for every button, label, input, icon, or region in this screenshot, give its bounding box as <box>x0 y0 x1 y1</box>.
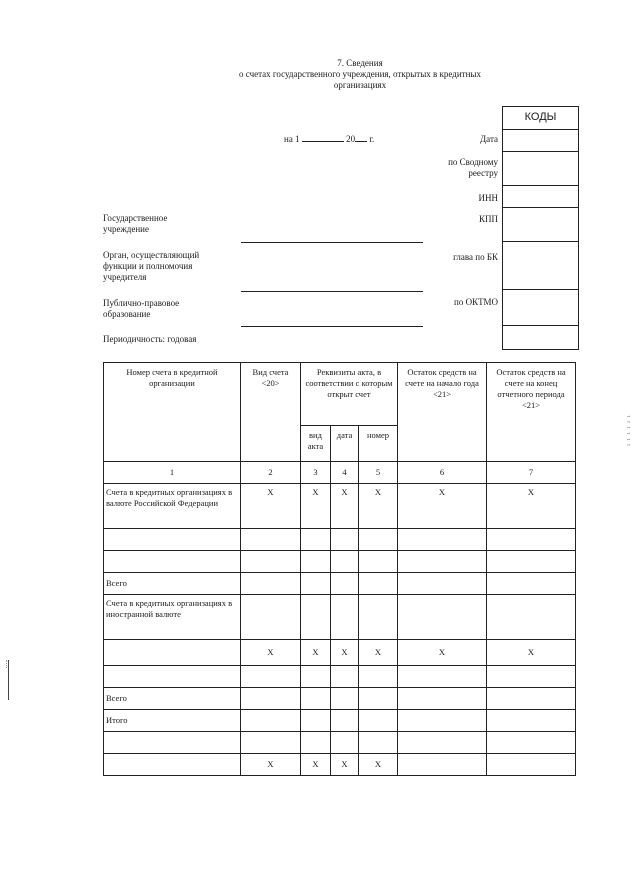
label-periodicity: Периодичность: годовая <box>103 334 197 344</box>
label-registry-line2: реестру <box>468 168 498 178</box>
table-cell[interactable] <box>398 529 487 551</box>
table-row-grand-total <box>104 710 576 732</box>
table-row <box>104 666 576 688</box>
code-cell-oktmo[interactable] <box>503 325 578 349</box>
report-date-line <box>284 134 374 145</box>
column-number: 1 <box>104 462 241 484</box>
table-row-total-rub <box>104 573 576 595</box>
table-cell[interactable] <box>301 710 331 732</box>
table-cell[interactable] <box>241 551 301 573</box>
table-cell[interactable] <box>301 551 331 573</box>
code-cell-blank[interactable] <box>503 129 578 151</box>
table-row-fx-accounts <box>104 595 576 640</box>
column-number: 7 <box>487 462 576 484</box>
table-row <box>104 551 576 573</box>
year-blank[interactable] <box>355 141 367 142</box>
table-cell[interactable] <box>331 529 359 551</box>
code-cell-date[interactable] <box>503 151 578 185</box>
entity-fill-line[interactable] <box>241 326 423 327</box>
label-institution-line2: учреждение <box>103 224 149 234</box>
label-institution <box>103 213 233 235</box>
table-row-final-x <box>104 754 576 776</box>
label-authority-line1: Орган, осуществляющий <box>103 250 200 260</box>
x-mark: X <box>241 640 301 666</box>
table-row <box>104 529 576 551</box>
row-label-total-rub: Всего <box>104 573 241 595</box>
label-registry-line1: по Сводному <box>448 157 498 167</box>
table-cell[interactable] <box>359 710 398 732</box>
table-cell[interactable] <box>241 710 301 732</box>
x-mark: X <box>331 754 359 776</box>
label-kpp: КПП <box>478 214 498 224</box>
table-cell[interactable] <box>241 666 301 688</box>
table-cell[interactable] <box>487 754 576 776</box>
x-mark: X <box>398 640 487 666</box>
scan-edge-dots <box>6 660 11 668</box>
table-cell[interactable] <box>398 595 487 640</box>
label-registry <box>400 157 498 179</box>
table-cell[interactable] <box>241 688 301 710</box>
table-cell[interactable] <box>104 640 241 666</box>
header-row <box>104 363 576 426</box>
code-cell-budget-chapter[interactable] <box>503 289 578 325</box>
table-cell[interactable] <box>398 573 487 595</box>
institution-fill-line[interactable] <box>241 242 423 243</box>
x-mark: X <box>398 484 487 529</box>
row-label-fx-accounts: Счета в кредитных организациях в иностранной валюте <box>104 595 241 640</box>
code-cell-inn[interactable] <box>503 207 578 241</box>
margin-page-mark: 1 1 1 1 1 1 <box>627 414 632 447</box>
table-cell[interactable] <box>359 595 398 640</box>
row-label-total-fx: Всего <box>104 688 241 710</box>
row-label-rub-accounts: Счета в кредитных организациях в валюте Российской Федерации <box>104 484 241 529</box>
table-cell[interactable] <box>359 551 398 573</box>
table-cell[interactable] <box>398 551 487 573</box>
table-cell[interactable] <box>104 666 241 688</box>
label-founder-authority <box>103 250 233 283</box>
x-mark: X <box>301 484 331 529</box>
header-act-details: Реквизиты акта, в соответствии с которым открыт счет <box>301 363 398 426</box>
table-row <box>104 732 576 754</box>
label-institution-line1: Государственное <box>103 213 168 223</box>
header-account-type: Вид счета <20> <box>241 363 301 462</box>
table-cell[interactable] <box>487 595 576 640</box>
table-cell[interactable] <box>241 529 301 551</box>
x-mark: X <box>359 754 398 776</box>
form-title-line3: организациях <box>333 80 387 90</box>
table-cell[interactable] <box>331 551 359 573</box>
table-cell[interactable] <box>359 666 398 688</box>
table-cell[interactable] <box>359 688 398 710</box>
label-entity-line2: образование <box>103 309 151 319</box>
table-cell[interactable] <box>301 666 331 688</box>
table-cell[interactable] <box>487 688 576 710</box>
x-mark: X <box>301 640 331 666</box>
table-cell[interactable] <box>487 551 576 573</box>
table-row-rub-accounts <box>104 484 576 529</box>
table-cell[interactable] <box>301 688 331 710</box>
authority-fill-line[interactable] <box>241 291 423 292</box>
table-cell[interactable] <box>487 573 576 595</box>
table-cell[interactable] <box>359 529 398 551</box>
table-cell[interactable] <box>104 732 241 754</box>
label-oktmo: по ОКТМО <box>454 297 498 307</box>
label-entity-line1: Публично-правовое <box>103 298 180 308</box>
table-cell[interactable] <box>104 754 241 776</box>
column-number: 5 <box>359 462 398 484</box>
header-act-date: дата <box>331 426 359 462</box>
table-cell[interactable] <box>398 710 487 732</box>
table-cell[interactable] <box>241 732 301 754</box>
code-cell-kpp[interactable] <box>503 241 578 289</box>
x-mark: X <box>359 640 398 666</box>
table-cell[interactable] <box>104 529 241 551</box>
table-cell[interactable] <box>301 732 331 754</box>
x-mark: X <box>301 754 331 776</box>
codes-box <box>502 106 579 350</box>
table-cell[interactable] <box>301 573 331 595</box>
x-mark: X <box>331 640 359 666</box>
date-prefix: на 1 <box>284 134 300 144</box>
header-act-type: вид акта <box>301 426 331 462</box>
label-date: Дата <box>480 134 498 144</box>
table-cell[interactable] <box>487 710 576 732</box>
column-number-row <box>104 462 576 484</box>
label-authority-line3: учредителя <box>103 272 147 282</box>
x-mark: X <box>241 754 301 776</box>
table-cell[interactable] <box>331 595 359 640</box>
table-cell[interactable] <box>301 529 331 551</box>
date-blank[interactable] <box>302 141 344 142</box>
table-cell[interactable] <box>398 754 487 776</box>
table-cell[interactable] <box>331 573 359 595</box>
table-row-total-fx <box>104 688 576 710</box>
label-budget-chapter: глава по БК <box>453 252 498 262</box>
column-number: 3 <box>301 462 331 484</box>
header-balance-end: Остаток средств на счете на конец отчетного периода <21> <box>487 363 576 462</box>
accounts-table <box>103 362 576 776</box>
table-cell[interactable] <box>487 529 576 551</box>
header-account-number: Номер счета в кредитной организации <box>104 363 241 462</box>
x-mark: X <box>487 484 576 529</box>
table-cell[interactable] <box>398 688 487 710</box>
table-cell[interactable] <box>359 573 398 595</box>
table-cell[interactable] <box>359 732 398 754</box>
table-cell[interactable] <box>331 710 359 732</box>
header-balance-start: Остаток средств на счете на начало года <21> <box>398 363 487 462</box>
table-cell[interactable] <box>398 732 487 754</box>
row-label-grand-total: Итого <box>104 710 241 732</box>
table-cell[interactable] <box>331 688 359 710</box>
table-row-fx-x <box>104 640 576 666</box>
form-title <box>150 58 570 91</box>
codes-header: КОДЫ <box>524 111 557 123</box>
label-inn: ИНН <box>478 193 498 203</box>
table-cell[interactable] <box>331 666 359 688</box>
column-number: 2 <box>241 462 301 484</box>
table-cell[interactable] <box>487 732 576 754</box>
table-cell[interactable] <box>398 666 487 688</box>
table-cell[interactable] <box>331 732 359 754</box>
table-cell[interactable] <box>241 573 301 595</box>
table-cell[interactable] <box>487 666 576 688</box>
form-title-line2: о счетах государственного учреждения, открытых в кредитных <box>239 69 481 79</box>
x-mark: X <box>241 484 301 529</box>
table-cell[interactable] <box>301 595 331 640</box>
form-title-line1: 7. Сведения <box>337 58 383 68</box>
code-cell-registry[interactable] <box>503 185 578 207</box>
header-act-number: номер <box>359 426 398 462</box>
x-mark: X <box>359 484 398 529</box>
table-cell[interactable] <box>104 551 241 573</box>
x-mark: X <box>487 640 576 666</box>
label-authority-line2: функции и полномочия <box>103 261 193 271</box>
column-number: 4 <box>331 462 359 484</box>
x-mark: X <box>331 484 359 529</box>
date-suffix: г. <box>369 134 375 144</box>
label-public-entity <box>103 298 233 320</box>
date-year-prefix: 20 <box>346 134 356 144</box>
column-number: 6 <box>398 462 487 484</box>
table-cell[interactable] <box>241 595 301 640</box>
